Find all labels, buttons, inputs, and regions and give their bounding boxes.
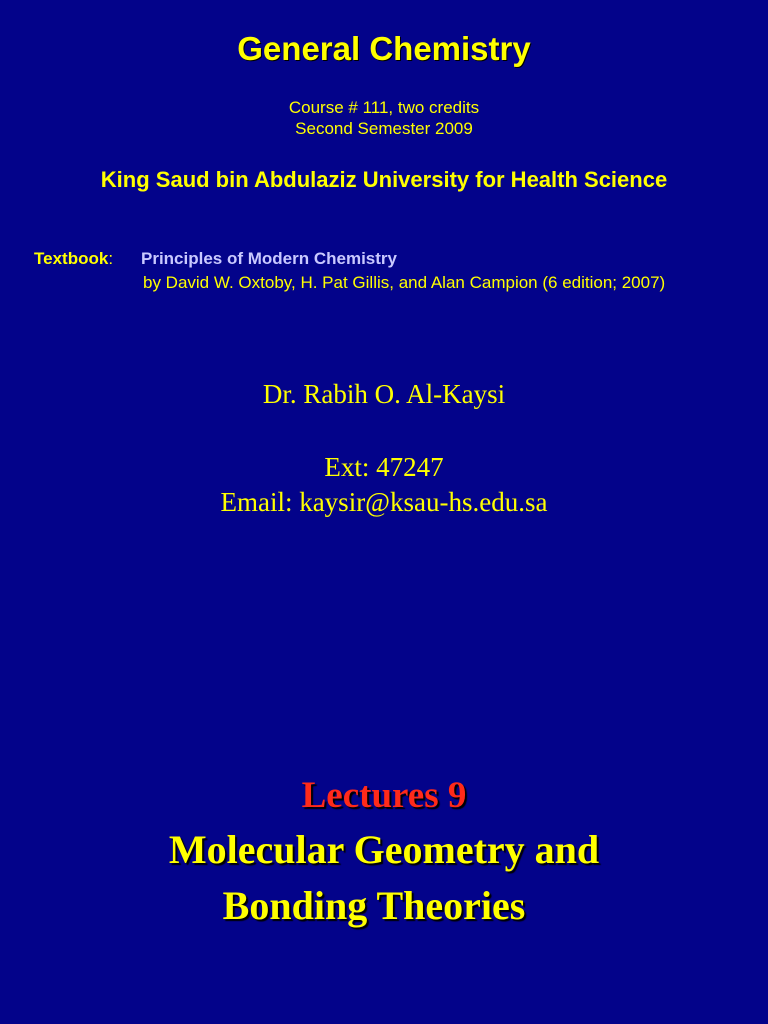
lecture-topic-line-2: Bonding Theories	[222, 883, 526, 928]
university-name: King Saud bin Abdulaziz University for Health Science	[100, 167, 668, 192]
course-info	[0, 97, 768, 139]
course-title: General Chemistry	[237, 30, 531, 67]
textbook-authors: by David W. Oxtoby, H. Pat Gillis, and Alan Campion (6 edition; 2007)	[143, 273, 666, 292]
phone-extension: Ext: 47247	[324, 452, 444, 482]
textbook-label-row	[34, 249, 113, 269]
instructor-name: Dr. Rabih O. Al-Kaysi	[262, 379, 506, 409]
textbook-title: Principles of Modern Chemistry	[141, 249, 397, 268]
lecture-number: Lectures 9	[301, 775, 467, 816]
lecture-topic-line-1: Molecular Geometry and	[168, 827, 600, 872]
semester: Second Semester 2009	[295, 119, 473, 138]
textbook-label: Textbook	[34, 249, 109, 268]
course-number: Course # 111, two credits	[288, 98, 480, 117]
textbook-separator: :	[108, 249, 114, 268]
email-address: Email: kaysir@ksau-hs.edu.sa	[220, 487, 548, 517]
